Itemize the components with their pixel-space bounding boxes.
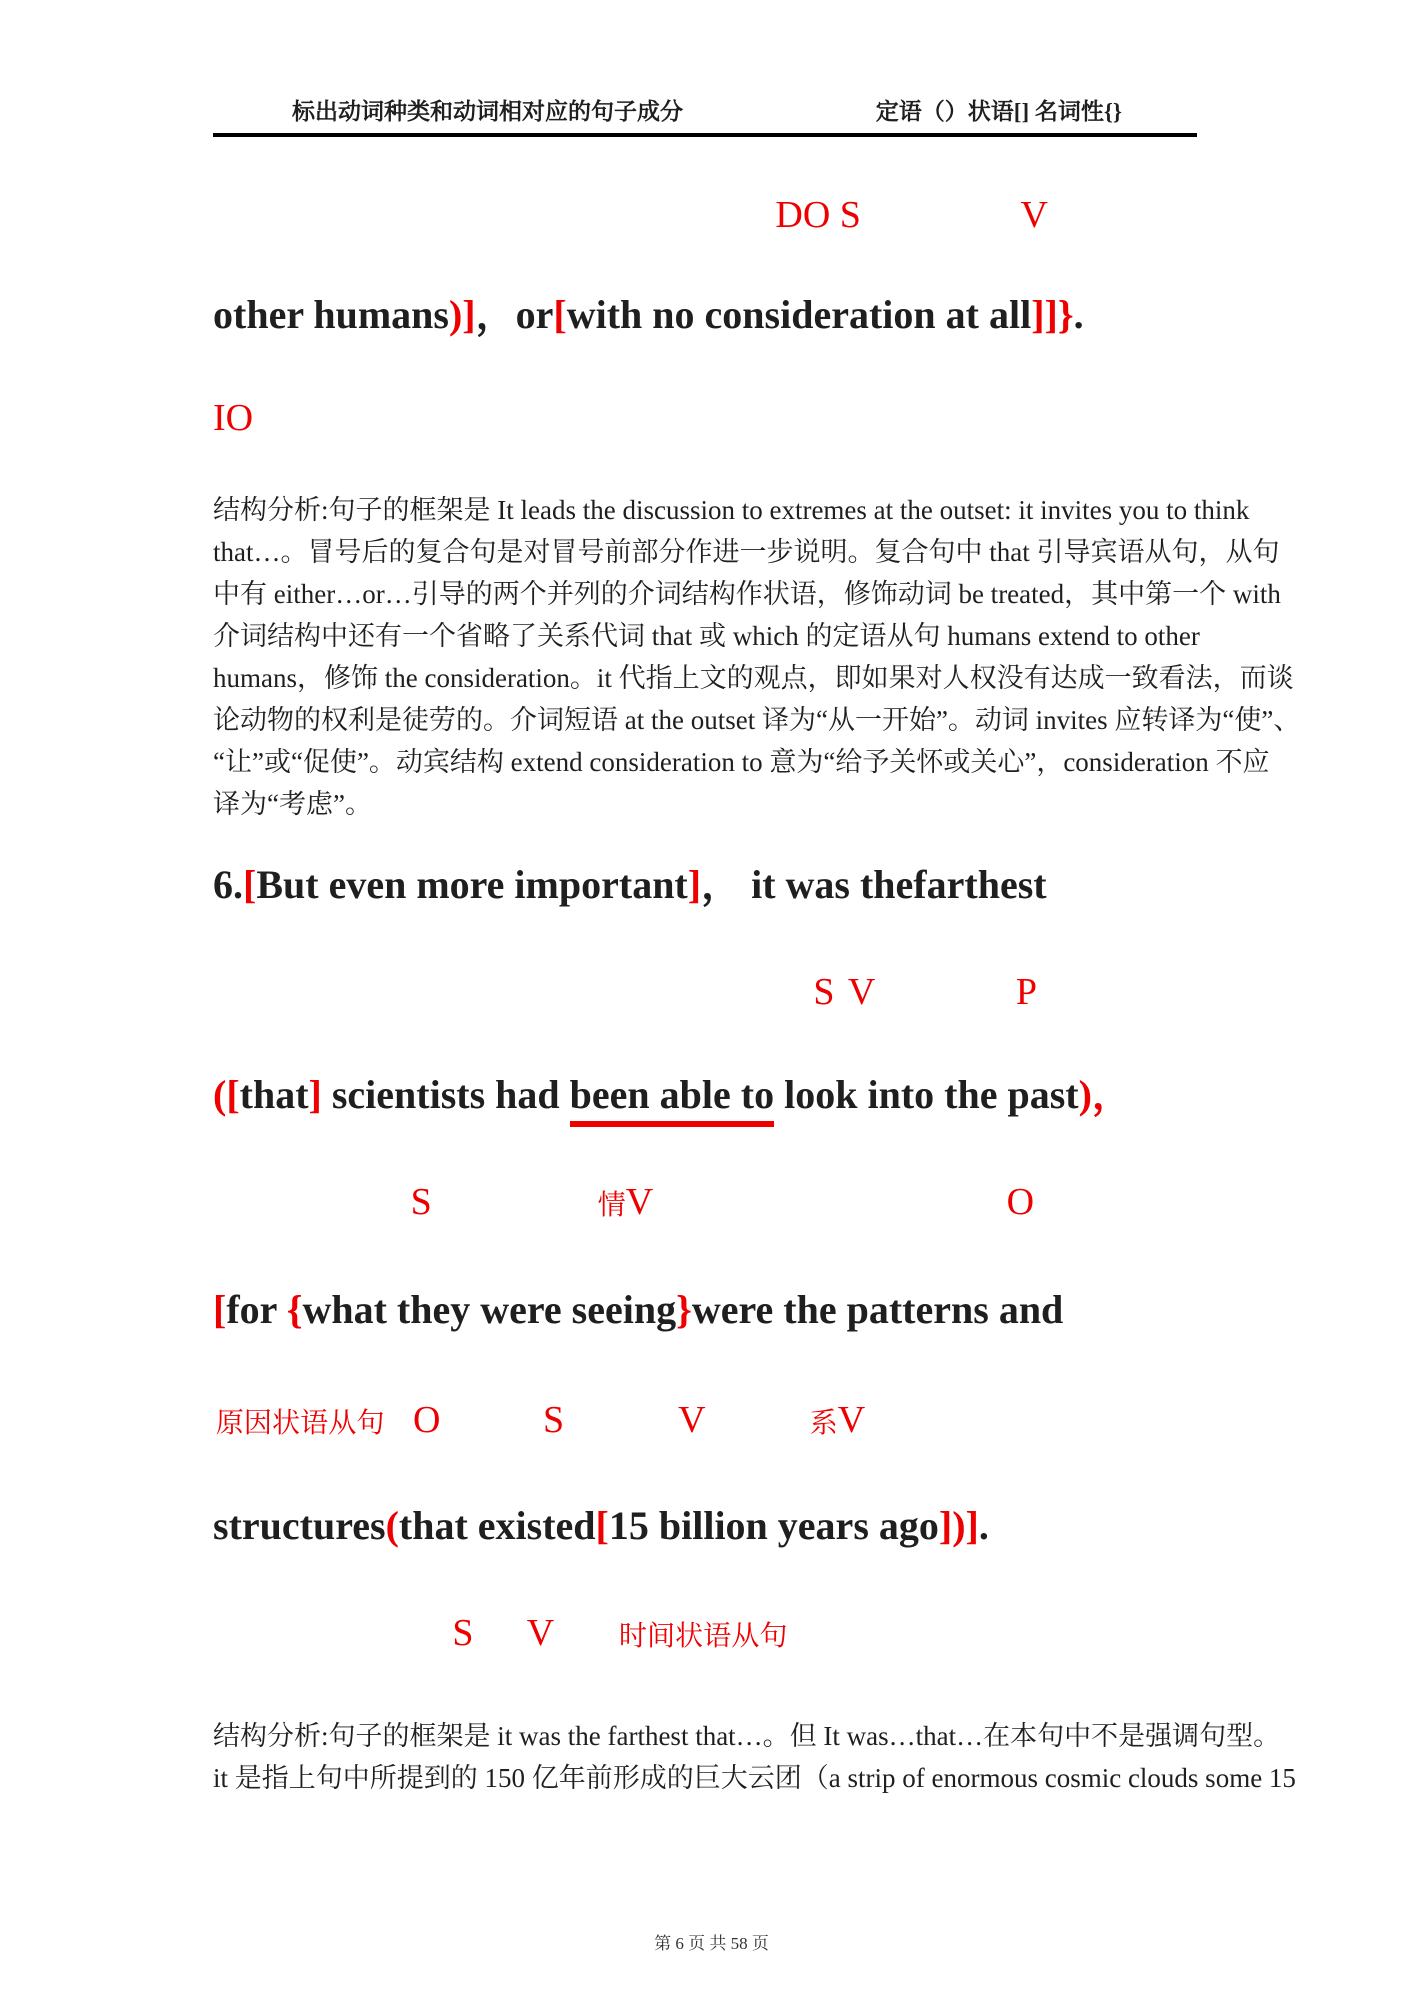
page-number: 第 6 页 共 58 页	[654, 1934, 769, 1953]
text-segment: S	[452, 1612, 474, 1654]
annotation-line-reason-clause	[213, 1397, 1414, 1447]
text-segment: (	[385, 1503, 399, 1548]
text-segment: ， it was thefarthest	[701, 862, 1047, 907]
sentence-that-scientists	[213, 1069, 1414, 1121]
annotation-line-do-s-v	[213, 192, 1414, 239]
text-segment: ]]}	[1031, 292, 1074, 337]
text-segment: 情	[597, 1190, 626, 1221]
text-line: 论动物的权利是徒劳的。介词短语 at the outset 译为“从一开始”。动词 invites 应转译为“使”、	[213, 705, 1301, 735]
text-segment: V	[625, 1181, 654, 1223]
text-line: it 是指上句中所提到的 150 亿年前形成的巨大云团（a strip of enormous cosmic clouds some 15	[213, 1763, 1296, 1793]
annotation-line-s-v-time-clause	[213, 1610, 1414, 1660]
text-segment: [	[213, 1287, 227, 1332]
text-line: “让”或“促使”。动宾结构 extend consideration to 意为“给予关怀或关心”，consideration 不应	[213, 747, 1270, 777]
text-segment: S	[813, 971, 835, 1013]
text-segment: [	[595, 1503, 609, 1548]
text-segment: 15 billion years ago	[608, 1503, 939, 1548]
sentence-for-what	[213, 1284, 1414, 1336]
text-segment: But even more important	[256, 862, 688, 907]
page-header	[213, 0, 1197, 137]
text-segment: that	[239, 1072, 309, 1117]
text-segment: ]	[687, 862, 702, 907]
text-segment: other humans	[213, 292, 449, 337]
text-line: 介词结构中还有一个省略了关系代词 that 或 which 的定语从句 humans extend to other	[213, 621, 1200, 651]
text-segment: ，or	[475, 292, 554, 337]
text-segment: structures	[213, 1503, 386, 1548]
annotation-line-s-qing-v-o	[213, 1179, 1414, 1229]
text-segment: S	[543, 1399, 565, 1441]
sentence-structures	[213, 1500, 1414, 1552]
text-segment: .	[1073, 292, 1084, 337]
text-line: humans，修饰 the consideration。it 代指上文的观点，即如果对人权没有达成一致看法，而谈	[213, 663, 1294, 693]
text-line: 结构分析:句子的框架是 it was the farthest that…。但 It was…that…在本句中不是强调句型。	[213, 1721, 1281, 1751]
text-segment: ([	[213, 1072, 240, 1117]
text-segment: {	[286, 1287, 303, 1332]
text-segment: with no consideration at all	[566, 292, 1032, 337]
text-segment: IO	[213, 397, 254, 439]
text-segment: S	[410, 1181, 432, 1223]
text-line: that…。冒号后的复合句是对冒号前部分作进一步说明。复合句中 that 引导宾语从句，从句	[213, 537, 1280, 567]
text-line: 结构分析:句子的框架是 It leads the discussion to extremes at the outset: it invites you to think	[213, 495, 1250, 525]
text-line: 中有 either…or…引导的两个并列的介词结构作状语，修饰动词 be treated，其中第一个 with	[213, 579, 1281, 609]
text-segment: O	[412, 1399, 441, 1441]
text-segment: look into the past	[774, 1072, 1079, 1117]
page-footer	[213, 1933, 1210, 1955]
text-segment: for	[226, 1287, 287, 1332]
text-segment: ]	[308, 1072, 322, 1117]
text-segment: DO S	[775, 194, 861, 236]
annotation-line-s-v-p	[213, 969, 1414, 1016]
text-segment: that existed	[398, 1503, 596, 1548]
annotation-line-io	[213, 395, 1414, 442]
text-line: 译为“考虑”。	[213, 789, 372, 819]
analysis-paragraph-1	[213, 489, 1414, 825]
text-segment: V	[847, 971, 876, 1013]
text-segment: V	[1020, 194, 1048, 236]
text-segment: )]	[448, 292, 476, 337]
text-segment: 6.	[213, 862, 243, 907]
text-segment: V	[526, 1612, 555, 1654]
text-segment: .	[978, 1503, 989, 1548]
text-segment: scientists had	[321, 1072, 570, 1117]
text-segment: )，	[1078, 1072, 1132, 1117]
text-segment: V	[837, 1399, 866, 1441]
text-segment: 系	[809, 1408, 838, 1439]
analysis-paragraph-2	[213, 1715, 1414, 1799]
header-right-legend: 定语（）状语[] 名词性{}	[875, 99, 1122, 124]
sentence-heading-6	[213, 859, 1414, 911]
text-segment: [	[243, 862, 257, 907]
sentence-other-humans	[213, 289, 1414, 341]
text-segment: [	[553, 292, 567, 337]
text-segment: 原因状语从句	[215, 1408, 385, 1439]
text-segment: what they were seeing	[302, 1287, 677, 1332]
header-left-title: 标出动词种类和动词相对应的句子成分	[292, 99, 683, 124]
text-segment: V	[678, 1399, 706, 1441]
text-segment: 时间状语从句	[618, 1621, 788, 1652]
text-segment: P	[1015, 971, 1038, 1013]
text-segment: been able to	[570, 1072, 774, 1127]
text-segment: were the patterns and	[691, 1287, 1064, 1332]
text-segment: }	[676, 1287, 692, 1332]
text-segment: ])]	[938, 1503, 979, 1548]
text-segment: O	[1006, 1181, 1035, 1223]
